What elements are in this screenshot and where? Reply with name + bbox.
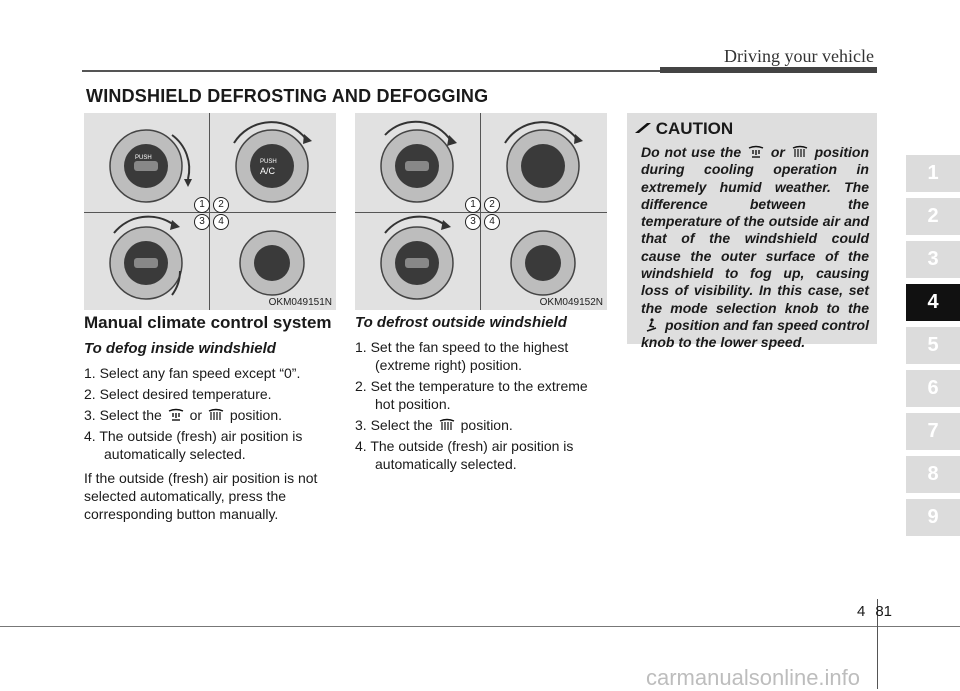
step-number: 2. — [355, 378, 367, 394]
chapter-tab-2[interactable]: 2 — [906, 198, 960, 235]
page-number — [857, 603, 892, 620]
step-text: position. — [460, 417, 513, 433]
caution-text-part: Do not use the — [641, 144, 742, 160]
step-number: 3. — [84, 407, 96, 423]
list-item — [84, 427, 336, 463]
step-number: 3. — [355, 417, 367, 433]
step-number: 4. — [355, 438, 367, 454]
push-label: PUSH — [260, 159, 277, 165]
figure-code: OKM049151N — [268, 297, 332, 308]
defrost-instructions — [355, 314, 607, 476]
callout: 4 — [484, 214, 500, 230]
watermark: carmanualsonline.info — [646, 665, 861, 690]
step-text: Set the fan speed to the highest (extreme right) position. — [370, 339, 569, 373]
chapter-tab-3[interactable]: 3 — [906, 241, 960, 278]
ac-label: A/C — [260, 166, 276, 176]
page-chapter: 4 — [857, 603, 866, 620]
callouts-bottom — [194, 214, 232, 230]
manual-note: If the outside (fresh) air position is not selected automatically, press the corresponding button manually. — [84, 470, 318, 522]
callouts-bottom — [465, 214, 503, 230]
list-item — [355, 416, 607, 434]
step-text: Select the — [370, 417, 433, 433]
defrost-floor-icon — [166, 408, 186, 422]
defrost-icon — [206, 408, 226, 422]
step-text: Set the temperature to the extreme hot position. — [370, 378, 588, 412]
header-rule-accent — [660, 67, 877, 73]
callout: 4 — [213, 214, 229, 230]
step-text: or — [189, 407, 203, 423]
list-item — [355, 377, 607, 413]
list-item — [84, 364, 336, 382]
step-text: Select desired temperature. — [99, 386, 272, 402]
step-text: Select any fan speed except “0”. — [99, 365, 301, 381]
header-title: Driving your vehicle — [724, 46, 874, 66]
step-number: 1. — [355, 339, 367, 355]
callout: 2 — [484, 197, 500, 213]
caution-text — [641, 144, 869, 352]
list-item — [355, 437, 607, 473]
chapter-tab-1[interactable]: 1 — [906, 155, 960, 192]
defog-heading: To defog inside windshield — [84, 340, 276, 357]
list-item — [355, 338, 607, 374]
section-title: WINDSHIELD DEFROSTING AND DEFOGGING — [86, 86, 489, 106]
step-text: The outside (fresh) air position is automatically selected. — [370, 438, 574, 472]
chapter-tab-4[interactable]: 4 — [906, 284, 960, 321]
push-label: PUSH — [135, 155, 152, 161]
caution-text-part: position and fan speed control knob to the lower speed. — [641, 316, 869, 351]
callout: 3 — [465, 214, 481, 230]
step-text: position. — [229, 407, 283, 423]
list-item — [84, 406, 336, 424]
chapter-tab-8[interactable]: 8 — [906, 456, 960, 493]
figure-code: OKM049152N — [539, 297, 603, 308]
caution-heading — [635, 119, 733, 139]
caution-text-part: position during cooling operation in extremely humid weather. The difference between the temperature of the outside air and that of the windshield could cause the outer surface of the windshield to fog up, causing loss of visibility. In this case, set the mode selection knob to the — [641, 144, 869, 316]
callouts-top — [465, 197, 503, 213]
chapter-tabs — [906, 155, 960, 542]
defrost-heading: To defrost outside windshield — [355, 314, 567, 331]
page-index: 81 — [875, 603, 893, 620]
list-item — [84, 385, 336, 403]
footer-rule — [0, 626, 960, 627]
step-text: The outside (fresh) air position is automatically selected. — [99, 428, 303, 462]
step-number: 4. — [84, 428, 96, 444]
caution-text-part: or — [770, 144, 785, 160]
step-text: Select the — [99, 407, 162, 423]
callout: 1 — [465, 197, 481, 213]
callout: 2 — [213, 197, 229, 213]
figure-defog — [84, 113, 336, 310]
callout: 1 — [194, 197, 210, 213]
step-number: 1. — [84, 365, 96, 381]
floor-icon — [641, 318, 661, 332]
chapter-tab-6[interactable]: 6 — [906, 370, 960, 407]
chapter-tab-9[interactable]: 9 — [906, 499, 960, 536]
defog-instructions — [84, 314, 336, 523]
chapter-tab-7[interactable]: 7 — [906, 413, 960, 450]
defrost-icon — [437, 418, 457, 432]
defrost-floor-icon — [746, 145, 766, 159]
caution-title: CAUTION — [655, 119, 734, 138]
caution-mark-icon — [635, 123, 651, 133]
defrost-icon — [790, 145, 810, 159]
callouts-top — [194, 197, 232, 213]
system-title: Manual climate control system — [84, 313, 332, 332]
figure-defrost — [355, 113, 607, 310]
chapter-tab-5[interactable]: 5 — [906, 327, 960, 364]
callout: 3 — [194, 214, 210, 230]
step-number: 2. — [84, 386, 96, 402]
caution-box — [627, 113, 877, 351]
